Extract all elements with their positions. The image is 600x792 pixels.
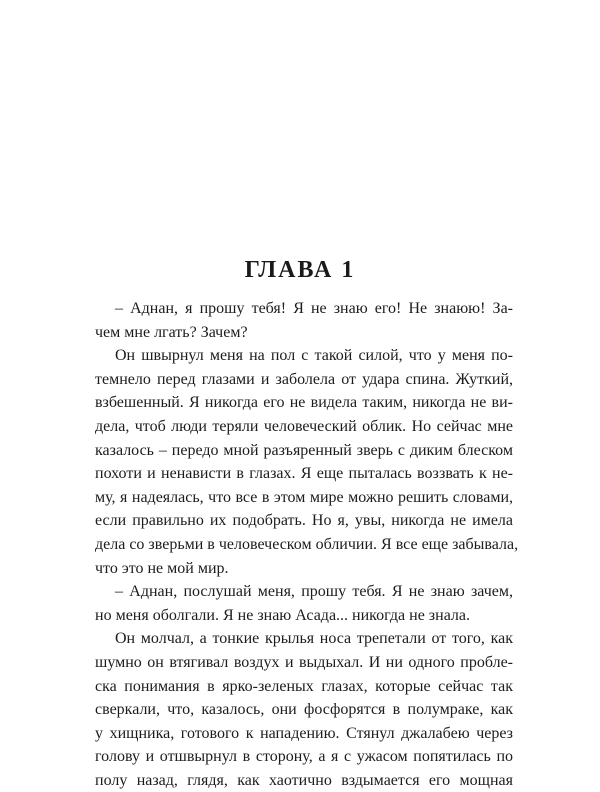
text-line: но меня оболгали. Я не знаю Асада... никогда не знала. (95, 606, 471, 624)
text-line: ска понимания в ярко-зеленых глазах, которые сейчас так (95, 677, 513, 695)
text-line: чем мне лгать? Зачем? (95, 323, 248, 341)
text-line: голову и отшвырнул в сторону, а я с ужасом попятилась по (95, 748, 513, 766)
text-line: если правильно их подобрать. Но я, увы, никогда не имела (95, 512, 513, 530)
text-line: дела со зверьми в человеческом обличии. Я все еще забывала, (95, 535, 519, 553)
text-line: взбешенный. Я никогда его не видела таким, никогда не ви- (95, 394, 513, 412)
text-line: казалось – передо мной разъяренный зверь с диким блеском (95, 441, 513, 459)
text-line: похоти и ненависти в глазах. Я еще пыталась воззвать к не- (95, 465, 513, 483)
text-line: Он швырнул меня на пол с такой силой, что у меня по- (115, 347, 513, 365)
text-line: шумно он втягивал воздух и выдыхал. И ни одного пробле- (95, 653, 513, 671)
text-line: у хищника, готового к нападению. Стянул джалабею через (95, 724, 513, 742)
text-line: что это не мой мир. (95, 559, 229, 577)
text-line: – Аднан, я прошу тебя! Я не знаю его! Не знаюю! За- (115, 300, 513, 317)
chapter-title: ГЛАВА 1 (244, 257, 356, 283)
text-line: сверкали, что, казалось, они фосфорятся в полумраке, как (95, 701, 513, 719)
text-line: темнело перед глазами и заболела от удара спина. Жуткий, (95, 370, 513, 388)
text-line: Он молчал, а тонкие крылья носа трепетали от того, как (115, 630, 513, 648)
text-line: полу назад, глядя, как хаотично вздымается его мощная (95, 771, 513, 789)
text-line: му, я надеялась, что все в этом мире можно решить словами, (95, 488, 513, 506)
text-line: – Аднан, послушай меня, прошу тебя. Я не знаю зачем, (115, 583, 513, 601)
text-line: дела, чтоб люди теряли человеческий облик. Но сейчас мне (95, 417, 513, 435)
chapter-body-text (95, 297, 519, 792)
